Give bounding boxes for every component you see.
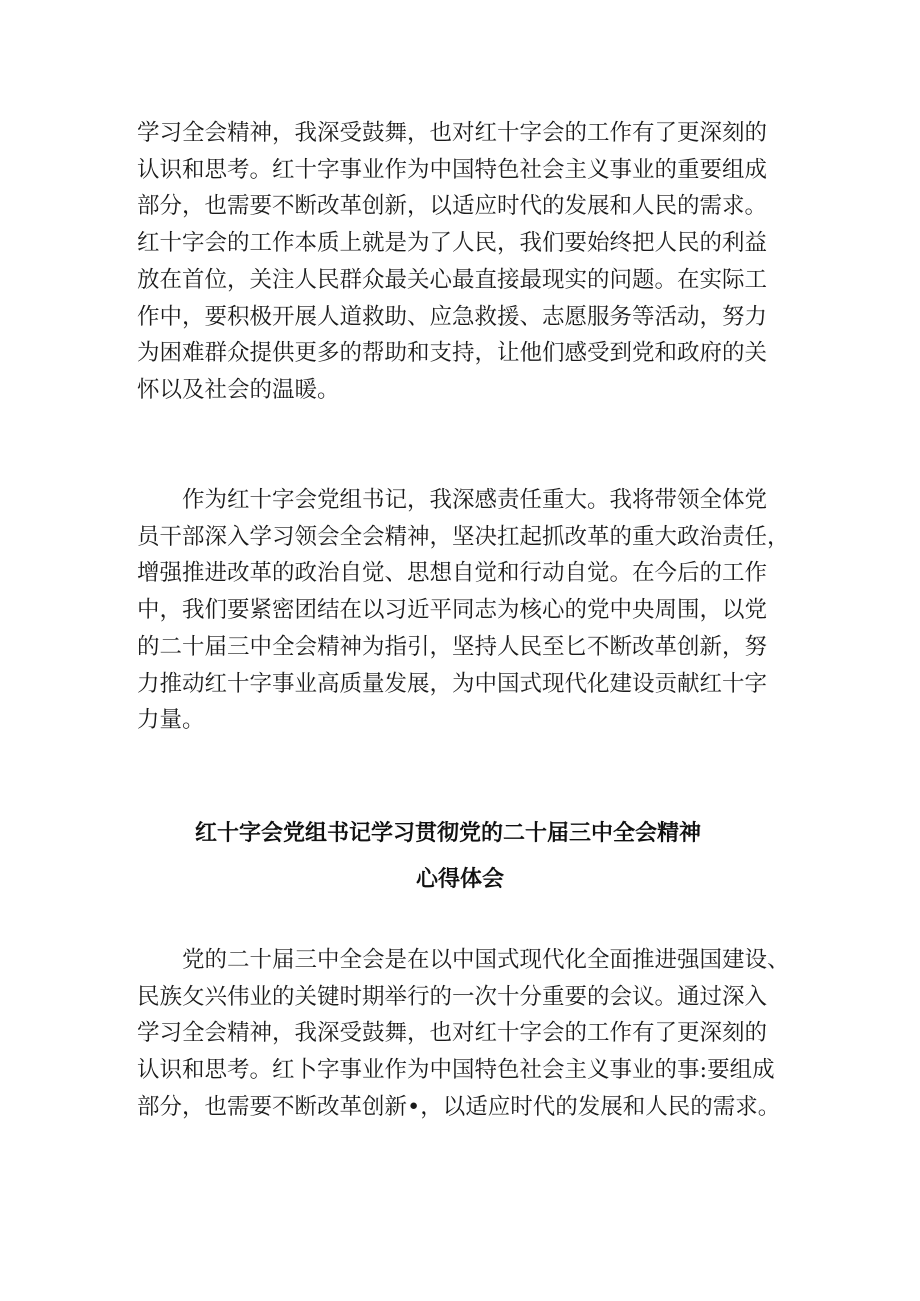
paragraph-new-article [137,942,797,1126]
text-line: 作中，要积极开展人道救助、应急救援、志愿服务等活动，努力 [137,303,768,330]
text-line: 怀以及社会的温暖。 [137,376,340,403]
text-line: 民族攵兴伟业的关键时期举行的一次十分重要的会议。通过深入 [137,983,768,1010]
text-line: 认识和思考。红卜字事业作为中国特色社会主义事业的事:要组成 [137,1057,775,1084]
text-line: 作为红十字会党组书记，我深感责任重大。我将带领全体党 [182,487,768,513]
article-title-line2: 心得体会 [415,867,504,892]
text-line: 力推动红十字事业高质量发展，为中国式现代化建设贡献红十字 [137,670,768,697]
text-line: 的二十届三中全会精神为指引，坚持人民至匕不断改革创新，努 [137,633,768,660]
text-line: 力量。 [137,707,205,734]
text-line: 放在首位，关注人民群众最关心最直接最现实的问题。在实际工 [137,266,768,293]
text-line: 部分，也需要不断改革创新•，以适应时代的发展和人民的需求。 [137,1093,781,1120]
text-line: 增强推进改革的政治自觉、思想自觉和行动自觉。在今后的工作 [137,560,768,587]
paragraph-continued [137,115,797,409]
text-line: 部分，也需要不断改革创新，以适应时代的发展和人民的需求。 [137,193,768,220]
text-line: 学习全会精神，我深受鼓舞，也对红十字会的工作有了更深刻的 [137,1020,768,1047]
text-line: 党的二十届三中全会是在以中国式现代化全面推进强国建设、 [182,947,790,973]
article-title-line1: 红十字会党组书记学习贯彻党的二十届三中全会精神 [194,821,701,846]
text-line: 中，我们要紧密团结在以习近平同志为核心的党中央周围，以党 [137,597,768,624]
text-line: 员干部深入学习领会全会精神，坚决扛起抓改革的重大政治责任， [137,523,790,550]
text-line: 学习全会精神，我深受鼓舞，也对红十字会的工作有了更深刻的 [137,120,768,146]
text-line: 为困难群众提供更多的帮助和支持，让他们感受到党和政府的关 [137,340,768,367]
text-line: 红十字会的工作本质上就是为了人民，我们要始终把人民的利益 [137,230,768,257]
text-line: 认识和思考。红十字事业作为中国特色社会主义事业的重要组成 [137,156,768,183]
paragraph-secretary [137,482,797,739]
